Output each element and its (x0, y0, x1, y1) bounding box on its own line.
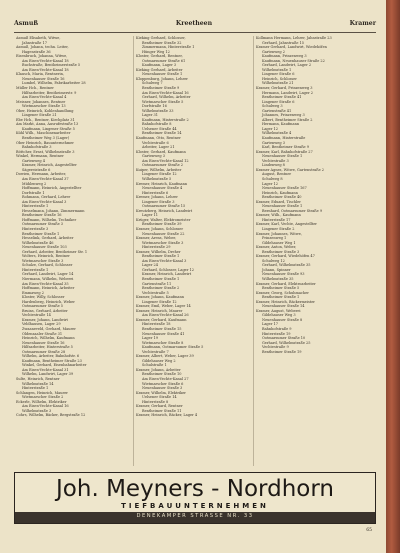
directory-entry: Schulweg 12 (262, 258, 285, 263)
directory-entry: Bahnhofstraße 3 (22, 145, 52, 150)
directory-entry: Arbeiter, Lager 21 (142, 145, 175, 150)
directory-entry: Bentheimer Straße 5 (262, 286, 300, 291)
directory-entry: Zimmermann, Hinterstraße 1 (142, 45, 195, 50)
directory-entry: August, Rentner (262, 172, 292, 177)
directory-entry: Am Eisen-Vechte-Kanal 3 (142, 258, 187, 263)
directory-entry: Bentheimer Straße 2 (142, 286, 180, 291)
directory-entry: Hinterstraße 6 (142, 190, 169, 195)
directory-entry: Kramer, Johann, Kaufmann (136, 295, 185, 300)
directory-entry: Lager 12 (262, 181, 278, 186)
directory-entry: Prinzenweg 1 (262, 236, 287, 241)
advertisement-address-bar (15, 512, 375, 523)
directory-entry: Mühlenweg 2 (22, 181, 47, 186)
directory-entry: Dorfstraße 16 (142, 104, 167, 109)
directory-entry: Kaufmann, Ootmarsumer Straße 5 (142, 345, 204, 350)
directory-entry: Wilhelmstraße 35 (262, 276, 294, 281)
directory-entry: Vechtestraße 5 (142, 290, 169, 295)
directory-entry: Lingener Straße 6 (262, 72, 295, 77)
directory-entry: Buchstraße, Bentheimerstraße 5 (22, 63, 81, 68)
directory-entry: Kaufmann, Neuenhauser Straße 22 (262, 58, 325, 63)
directory-entry: Hinterstraße 17 (262, 217, 291, 222)
directory-entry: Bentheimer Straße 11 (142, 408, 182, 413)
directory-entry: Gerhard, Wilhelm, Arbeiter (142, 95, 191, 100)
directory-entry: Kühl Wilh., Maschinenarbeiter (16, 131, 71, 136)
directory-entry: Bentheimer Straße 41 (262, 95, 302, 100)
directory-entry: Wilhelmstraße 33 (142, 108, 174, 113)
directory-entry: Kieking Gerhard, Schlosser, (136, 36, 186, 40)
directory-entry: Gartenstraße 11 (142, 281, 172, 286)
directory-entry: Neuenhauser Straße 1 (262, 204, 303, 209)
directory-entry: Kramer Agnes, Witwe, Gartenstraße 2 (256, 167, 325, 172)
directory-entry: Bentheimer Straße 32 (142, 40, 182, 45)
directory-entry: Hoffmann, Heinrich, Angestellter (22, 186, 82, 191)
directory-entry: Wilhelm, Arbeiter, Bahnhofstr. 6 (22, 354, 80, 359)
directory-entry: Kramer, Johann, Landwirt (22, 317, 68, 322)
directory-entry: Ootmarsumer Straße 15 (142, 204, 186, 209)
directory-entry: Hagenstraße 36 (22, 49, 51, 54)
directory-entry: Vechtestraße 3 (262, 158, 289, 163)
directory-entry: Neuenhauser Straße 14 (262, 304, 305, 309)
directory-entry: Dowien, Hermann, Arbeiter, (16, 172, 67, 177)
directory-entry: Hesselmann, Johann, Zimmermann (22, 208, 85, 213)
directory-entry: Bentheimer Straße 1 (142, 276, 180, 281)
directory-entry: Schulstraße 1 (142, 363, 167, 368)
directory-entry: Gerhard, Schlosser, Lager 12 (142, 267, 194, 272)
directory-entry: Niermann, Wilhelm, Weberei (22, 276, 74, 281)
directory-entry: Am Eisen-Vechte-Kanal 4 (22, 95, 67, 100)
directory-entry: Kaufmann, Hinterstraße (262, 136, 306, 141)
directory-entry: Bentheimer Straße 1 (262, 295, 300, 300)
directory-entry: Hermann, Landwirt, Lager 2 (262, 90, 313, 95)
directory-entry: Schulweg 8 (262, 176, 283, 181)
directory-entry: Kramer, Gerhard, Elektroarbeiter (256, 281, 316, 286)
header-right-keyword: Kramer (349, 20, 376, 27)
directory-entry: Uelsener Straße 44 (142, 126, 177, 131)
directory-column-1 (16, 36, 132, 470)
directory-entry: Bentheimer Straße 15 (142, 327, 182, 331)
directory-entry: Klausch, Maria, Rentnerin, (16, 72, 64, 77)
directory-entry: Kremer, Heinrich, Kaufmann (136, 181, 188, 186)
directory-entry: Ober, Heinrich, Kohlenhandlung (16, 108, 74, 113)
directory-entry: Neuenhauser Straße 16 (22, 340, 65, 345)
directory-entry: Neuenhauser Straße 22 (142, 231, 185, 236)
directory-entry: Am Eisen-Vechte-Kanal 18 (22, 67, 69, 72)
directory-entry: Vechtestraße 9 (262, 345, 289, 350)
directory-entry: Böttcher, Ernst, Wilhelmstraße 3 (16, 149, 75, 154)
directory-entry: Hinterstraße 1 (22, 204, 49, 209)
advertisement-box (14, 472, 376, 524)
directory-entry: Winkel, Hermann, Rentner (16, 154, 64, 159)
directory-entry: Kramer, Anton, Weber, (256, 245, 297, 250)
directory-entry: Kreutzberg, Heinrich, Landwirt (136, 208, 193, 213)
directory-entry: Lager 17 (262, 322, 278, 327)
directory-entry: Kaufmann, Lager 3 (142, 63, 177, 68)
directory-entry: Kramer, Johann, Schlosser (136, 226, 184, 231)
directory-entry: Kieking Gerhard, Arbeiter (136, 67, 183, 72)
directory-entry: Wietmarscher Straße 8 (142, 340, 184, 345)
book-spine (386, 0, 400, 553)
directory-entry: Neuenhauser Straße 93 (262, 272, 305, 277)
directory-entry: Gerhard, Landwirt, Lager 14 (22, 272, 74, 277)
directory-entry: Am Eisen-Vechte-Kanal 27 (142, 377, 189, 382)
directory-entry: Am Eisen-Vechte-Kanal 18 (22, 58, 69, 63)
directory-entry: Bentheimer Straße 39 (142, 222, 182, 227)
directory-entry: Johann, Spinner (262, 267, 291, 272)
directory-entry: Am Eisen-Vechte-Kanal 12 (142, 158, 189, 163)
directory-entry: Sulte, Heinrich, Rentner (16, 377, 60, 382)
directory-entry: Kramer, Heinrich, Angestellter (22, 163, 77, 168)
directory-entry: Hinterstraße 18 (142, 322, 171, 327)
directory-entry: Ootmarsumer Straße 10 (262, 336, 306, 341)
directory-entry: Kramer, Johannes, Witwe, (256, 231, 302, 236)
directory-entry: Kramer, Gerhard, Wiedehöfen 47 (256, 254, 315, 259)
directory-entry: Vechtestraße 7 (142, 349, 169, 354)
directory-entry: Lingener Straße 6 (262, 99, 295, 104)
directory-entry: Gerhard, Wilhelmstraße 25 (262, 340, 311, 345)
directory-entry: Wietmarscher Straße 6 (142, 381, 184, 386)
directory-entry: Bentheimer Straße 19 (262, 349, 302, 354)
directory-entry: Kramer, Gerhard, Prinzenweg 3 (256, 86, 313, 91)
directory-entry: Kramer, Emil, Weber, Lager 14 (136, 304, 191, 309)
directory-entry: Albert, Bentheimer Straße 2 (262, 117, 313, 122)
directory-entry: Kramer, Albert, Weber, Lager 39 (136, 354, 194, 359)
directory-entry: Wolters, Heinrich, Rentner (22, 254, 70, 259)
directory-entry: Wilhelmstraße 46 (22, 240, 54, 245)
directory-entry: Ootmarsumer Straße 2 (142, 163, 184, 168)
directory-entry: Hilfsarbeiter, Hinterstraße 5 (22, 345, 73, 350)
directory-entry: Hoffmann, Heinrich, Arbeiter (22, 286, 75, 291)
header-rule (14, 32, 376, 33)
directory-entry: Am Eisen-Vechte-Kanal 3 (22, 199, 67, 204)
directory-column-2 (136, 36, 252, 470)
directory-entry: Lingener Straße 2 (262, 226, 295, 231)
directory-entry: Kramer, Eduard, Tischler (256, 199, 301, 204)
directory-entry: Hoffmann, Wilhelm, Techniker (22, 217, 77, 222)
directory-entry: Sägereistraße 6 (22, 167, 51, 172)
directory-entry: Wilhelmstraße 5 (142, 176, 172, 181)
directory-entry: Neuenhauser Straße 167 (262, 186, 307, 191)
directory-entry: Gartenstraße 41 (262, 108, 292, 113)
directory-entry: Gartenweg 3 (262, 140, 285, 145)
directory-entry: Eisenbruch, Johanna, Witwe, (16, 54, 68, 59)
directory-entry: Hünger Weg 12 (142, 49, 170, 54)
directory-entry: Vechtestraße 14 (22, 313, 51, 318)
directory-entry: Bentheimer Straße 16 (22, 213, 62, 218)
directory-entry: Bruins, Gerhard, Arbeiter (22, 308, 68, 313)
directory-entry: Oldenzaaler Straße 31 (22, 331, 63, 336)
directory-entry: Heinrich, Kaufmann (262, 190, 298, 195)
directory-entry: Am Eisen-Vechte-Kanal 31 (22, 367, 69, 372)
directory-entry: Kramer, Gerhard, Rentner (136, 404, 183, 409)
directory-entry: Lingener Straße 21 (22, 113, 57, 118)
directory-entry: Kramer, Georg, Schuhmacher (256, 290, 309, 295)
directory-entry: Kramer, Karl, Bahnhofstraße 27 (256, 149, 313, 154)
directory-entry: Kramer, Heinrich, Bäcker, Lager 4 (136, 413, 198, 418)
advertisement-subtitle: TIEFBAUUNTERNEHMEN (121, 502, 269, 510)
directory-entry: Kaufmann, Otto, Rentner (136, 136, 181, 141)
directory-entry: Jahnstraße 17 (22, 40, 47, 45)
directory-entry: Kremer, Johann, Lehrer (136, 195, 178, 200)
directory-entry: Winkel, Gerhard, Eisenbahnarbeiter (22, 363, 87, 368)
page-number: 65 (366, 528, 372, 533)
directory-entry: Lager 11 (142, 213, 158, 218)
directory-entry: Heinrich, Schlosser (262, 76, 297, 81)
directory-entry: Kramer, Heinrich, Landwirt (142, 272, 192, 277)
directory-entry: Neuenhauser Straße 3 (142, 386, 183, 391)
directory-entry: Kramer, Heinrich, Maurer (136, 308, 183, 313)
directory-entry: Bahnhofstraße 8 (142, 122, 172, 127)
directory-entry: Bentheimer Straße 40 (262, 195, 302, 200)
directory-entry: Veldhausen, Lager 29 (22, 322, 61, 327)
directory-entry: Neuenhauser Straße 1 (262, 154, 303, 159)
advertisement-company-name: Joh. Meyners - Nordhorn (56, 476, 334, 502)
directory-entry: Bentheimer Straße 10 (142, 372, 182, 377)
directory-entry: Wietmarscher Straße 3 (22, 258, 64, 263)
directory-entry: Bentheimer Straße 3 (262, 249, 300, 254)
directory-entry: Kaufmann, Hinterstraße 2 (142, 117, 189, 122)
directory-entry: Wietmarscher Straße 3 (142, 240, 184, 245)
directory-entry: Meisner, Johannes, Rentner (16, 99, 66, 104)
directory-entry: Ootmarsumer Straße 61 (142, 58, 186, 63)
directory-column-3 (256, 36, 372, 470)
directory-entry: Kramer, Gerhard, Kaufmann (136, 317, 187, 322)
directory-entry: Krüger, Walter, Elektromeister (136, 217, 191, 222)
directory-entry: Schulweg 3 (262, 104, 283, 109)
directory-entry: Lager 31 (142, 113, 158, 118)
column-divider (253, 36, 254, 466)
directory-entry: Zwaaneveld, Gerhard, Maurer (22, 327, 76, 331)
directory-entry: Hardenberg, Heinrich, Weber (22, 299, 75, 304)
directory-entry: Asmuß Elisabeth, Witwe, (16, 36, 61, 40)
directory-entry: Dorfstraße 1 (22, 190, 45, 195)
directory-entry: Neuenhauser Straße 16 (22, 76, 65, 81)
directory-entry: Hinterstraße 8 (142, 399, 169, 404)
directory-entry: Uelsener Straße 14 (142, 395, 177, 400)
directory-entry: Bentheimer Straße 14 (142, 131, 182, 136)
directory-entry: Kloster, Willy, Schlosser (22, 295, 65, 300)
directory-entry: Hinterstraße 1 (22, 267, 49, 272)
directory-entry: Wilhelmstraße 14 (22, 381, 54, 386)
advertisement-address: DENEKAMPER STRASSE NR. 33 (136, 513, 254, 519)
directory-entry: Gildehauser Weg 1 (262, 240, 296, 245)
directory-entry: Ootmarsumer Straße 5 (22, 304, 64, 309)
directory-entry: Gerhard, Landwirt, Lager 2 (262, 63, 312, 68)
directory-entry: Kaufmann, Lingener Straße 5 (22, 126, 75, 131)
directory-entry: Lumbel, Wilhelm, Fabrikarbeiter 28 (22, 81, 86, 86)
directory-entry: Hesselink, Gerhard, Arbeiter (22, 236, 74, 241)
directory-entry: Kramer, Wilh., Kaufmann (256, 213, 301, 218)
directory-entry: Neuenhauser Straße 41 (142, 331, 185, 336)
page-header (14, 20, 376, 32)
directory-entry: Rohmann, Gerhard, Lehrer (22, 195, 71, 200)
directory-entry: Wilhelm, Landwirt, Lager 39 (22, 372, 74, 377)
directory-entry: Wilhelmstraße 4 (262, 131, 292, 136)
directory-entry: Hinterstraße 3 (22, 226, 49, 231)
directory-entry: Kaufmann, Bentheimer Straße 23 (22, 358, 82, 363)
directory-entry: Cohrs, Wilhelm, Bäcker, Bergstraße 12 (16, 413, 86, 418)
column-divider (133, 36, 134, 466)
directory-entry: Wilhelmstraße 1 (262, 67, 292, 72)
directory-entry: Bentheimer Weg 3 (Lager) (22, 136, 70, 141)
directory-entry: Gartenweg 2 (262, 49, 285, 54)
directory-entry: Schulze, Gerhard, Schlosser (22, 263, 73, 268)
directory-entry: Gartenweg 4 (22, 158, 45, 163)
directory-entry: Schlangen, Heinrich, Maurer (16, 390, 68, 395)
directory-entry: Neuenhauser Straße 103 (22, 245, 67, 250)
directory-entry: Am Eisen-Vechte-Kanal 26 (142, 313, 189, 318)
directory-entry: Kramer, Wilhelm, Dreher (136, 249, 181, 254)
directory-entry: Am Eisen-Vechte-Kanal 35 (22, 281, 69, 286)
header-center-title: Kreetheen (175, 20, 213, 27)
directory-entry: Kramer, August, Weberei (256, 308, 301, 313)
directory-entry: Hinterstraße 19 (262, 331, 291, 336)
directory-entry: Ootmarsumer Straße 28 (22, 349, 66, 354)
directory-entry: Heinrich, Wilhelm, Kaufmann (22, 336, 75, 341)
directory-entry: Gildehauser Weg 3 (262, 313, 296, 318)
directory-entry: Emmaweg 2 (22, 290, 44, 295)
directory-entry: Wilhelmstraße 3 (22, 408, 52, 413)
directory-entry: Neuenhauser Straße 1 (142, 72, 183, 77)
directory-entry: Ootmarsumer Straße 3 (22, 222, 64, 227)
directory-entry: Lingener Straße 3 (142, 199, 175, 204)
directory-entry: Ebe Hch., Rentner, Kirchplatz 31 (16, 117, 75, 122)
directory-entry: Kuiper, Wilhelm, Arbeiter (136, 167, 182, 172)
header-left-keyword: Asmuß (14, 20, 39, 27)
directory-entry: Kloster, Gerhard, Rentner, (136, 54, 183, 59)
directory-entry: Neuenhauser Straße 4 (142, 186, 183, 191)
directory-entry: Bentheimer Straße 9 (142, 86, 180, 91)
directory-entry: Kramer Gerhard, Landwirt, Wiedehöfen (256, 45, 327, 50)
directory-entry: Am Markt, Anna, Ausrufestraße 13 (16, 122, 79, 127)
directory-entry: Bentheimer Straße 1 (22, 231, 60, 236)
directory-entry: Kramer, Johann, Arbeiter (136, 367, 181, 372)
directory-entry: Gerhard, Arbeiter, Bentheimer Str. 1 (22, 249, 88, 254)
directory-entry: Hermann, Kaufmann (262, 122, 300, 127)
directory-entry: Lindenweg 8 (262, 163, 285, 168)
directory-entry: Bernhard, Ootmarsumer Straße 9 (262, 208, 323, 213)
directory-entry: Kramer, Arens, Weber, (136, 236, 176, 241)
directory-entry: Kollmann Hermann, Lehrer, Jahnstraße 23 (256, 36, 332, 40)
directory-entry: Ober Heinrich, Bauunternehmer (16, 140, 74, 145)
directory-entry: Kloppenburg, Johann, Lehrer (136, 76, 188, 81)
directory-entry: Asmuß, Johann, techn. Leiter, (16, 45, 69, 50)
directory-entry: Neuenhauser Straße 8 (262, 317, 303, 322)
directory-entry: Müller Hch., Rentner (16, 86, 54, 91)
directory-entry: Wietmarscher Straße 13 (22, 104, 66, 109)
directory-entry: Kramer, Karl, Vechte, Angestellter (256, 222, 317, 227)
directory-entry: Wietmarscher Straße 5 (142, 99, 184, 104)
directory-entry: Kramer, Wilhelm, Elektriker (136, 390, 186, 395)
directory-entry: Gildehauser Weg 2 (142, 358, 176, 363)
directory-entry: Gerhard, Wilhelmstraße 35 (262, 263, 311, 268)
directory-entry: Gartenweg 3 (142, 154, 165, 159)
directory-entry: Bentheimer Straße 1 (142, 254, 180, 259)
directory-entry: Kaufmann, Prinzenweg 3 (262, 54, 307, 59)
directory-entry: Hinterstraße 29 (142, 245, 171, 250)
directory-entry: Lingener Straße 12 (142, 299, 177, 304)
directory-entry: Gerhard, Jahnstraße 15 (262, 40, 304, 45)
directory-entry: Am Eisen-Vechte-Kanal 16 (142, 90, 189, 95)
directory-entry: Lager 24 (142, 263, 158, 268)
directory-entry: Lager 19 (142, 336, 158, 341)
directory-entry: Am Eisen-Vechte-Kanal 37 (22, 176, 69, 181)
directory-entry: Johannes, Prinzenweg 3 (262, 113, 305, 118)
directory-entry: Vechtestraße 6 (142, 140, 169, 145)
directory-entry: Kloster, Gerhard, Kaufmann (136, 149, 186, 154)
directory-entry: Hilfsarbeiter, Bentheimerstr. 9 (22, 90, 77, 95)
directory-entry: Wilhelmstraße 21 (262, 81, 294, 86)
directory-entry: Hinterstraße 1 (22, 386, 49, 391)
directory-entry: Schulweg 7 (142, 81, 163, 86)
directory-entry: Am Eisen-Vechte-Kanal 16 (22, 404, 69, 409)
directory-entry: Eckerle, Wilhelm, Elektriker (16, 399, 67, 404)
directory-entry: Kramer, Heinrich, Bäckermeister (256, 299, 315, 304)
directory-entry: Lingener Straße 12 (142, 172, 177, 177)
directory-entry: Lager 12 (262, 126, 278, 131)
directory-entry: Wietmarscher Straße 2 (22, 395, 64, 400)
directory-entry: Bahnhofstraße 9 (262, 327, 292, 331)
directory-entry: Karl, Bentheimer Straße 9 (262, 145, 309, 150)
